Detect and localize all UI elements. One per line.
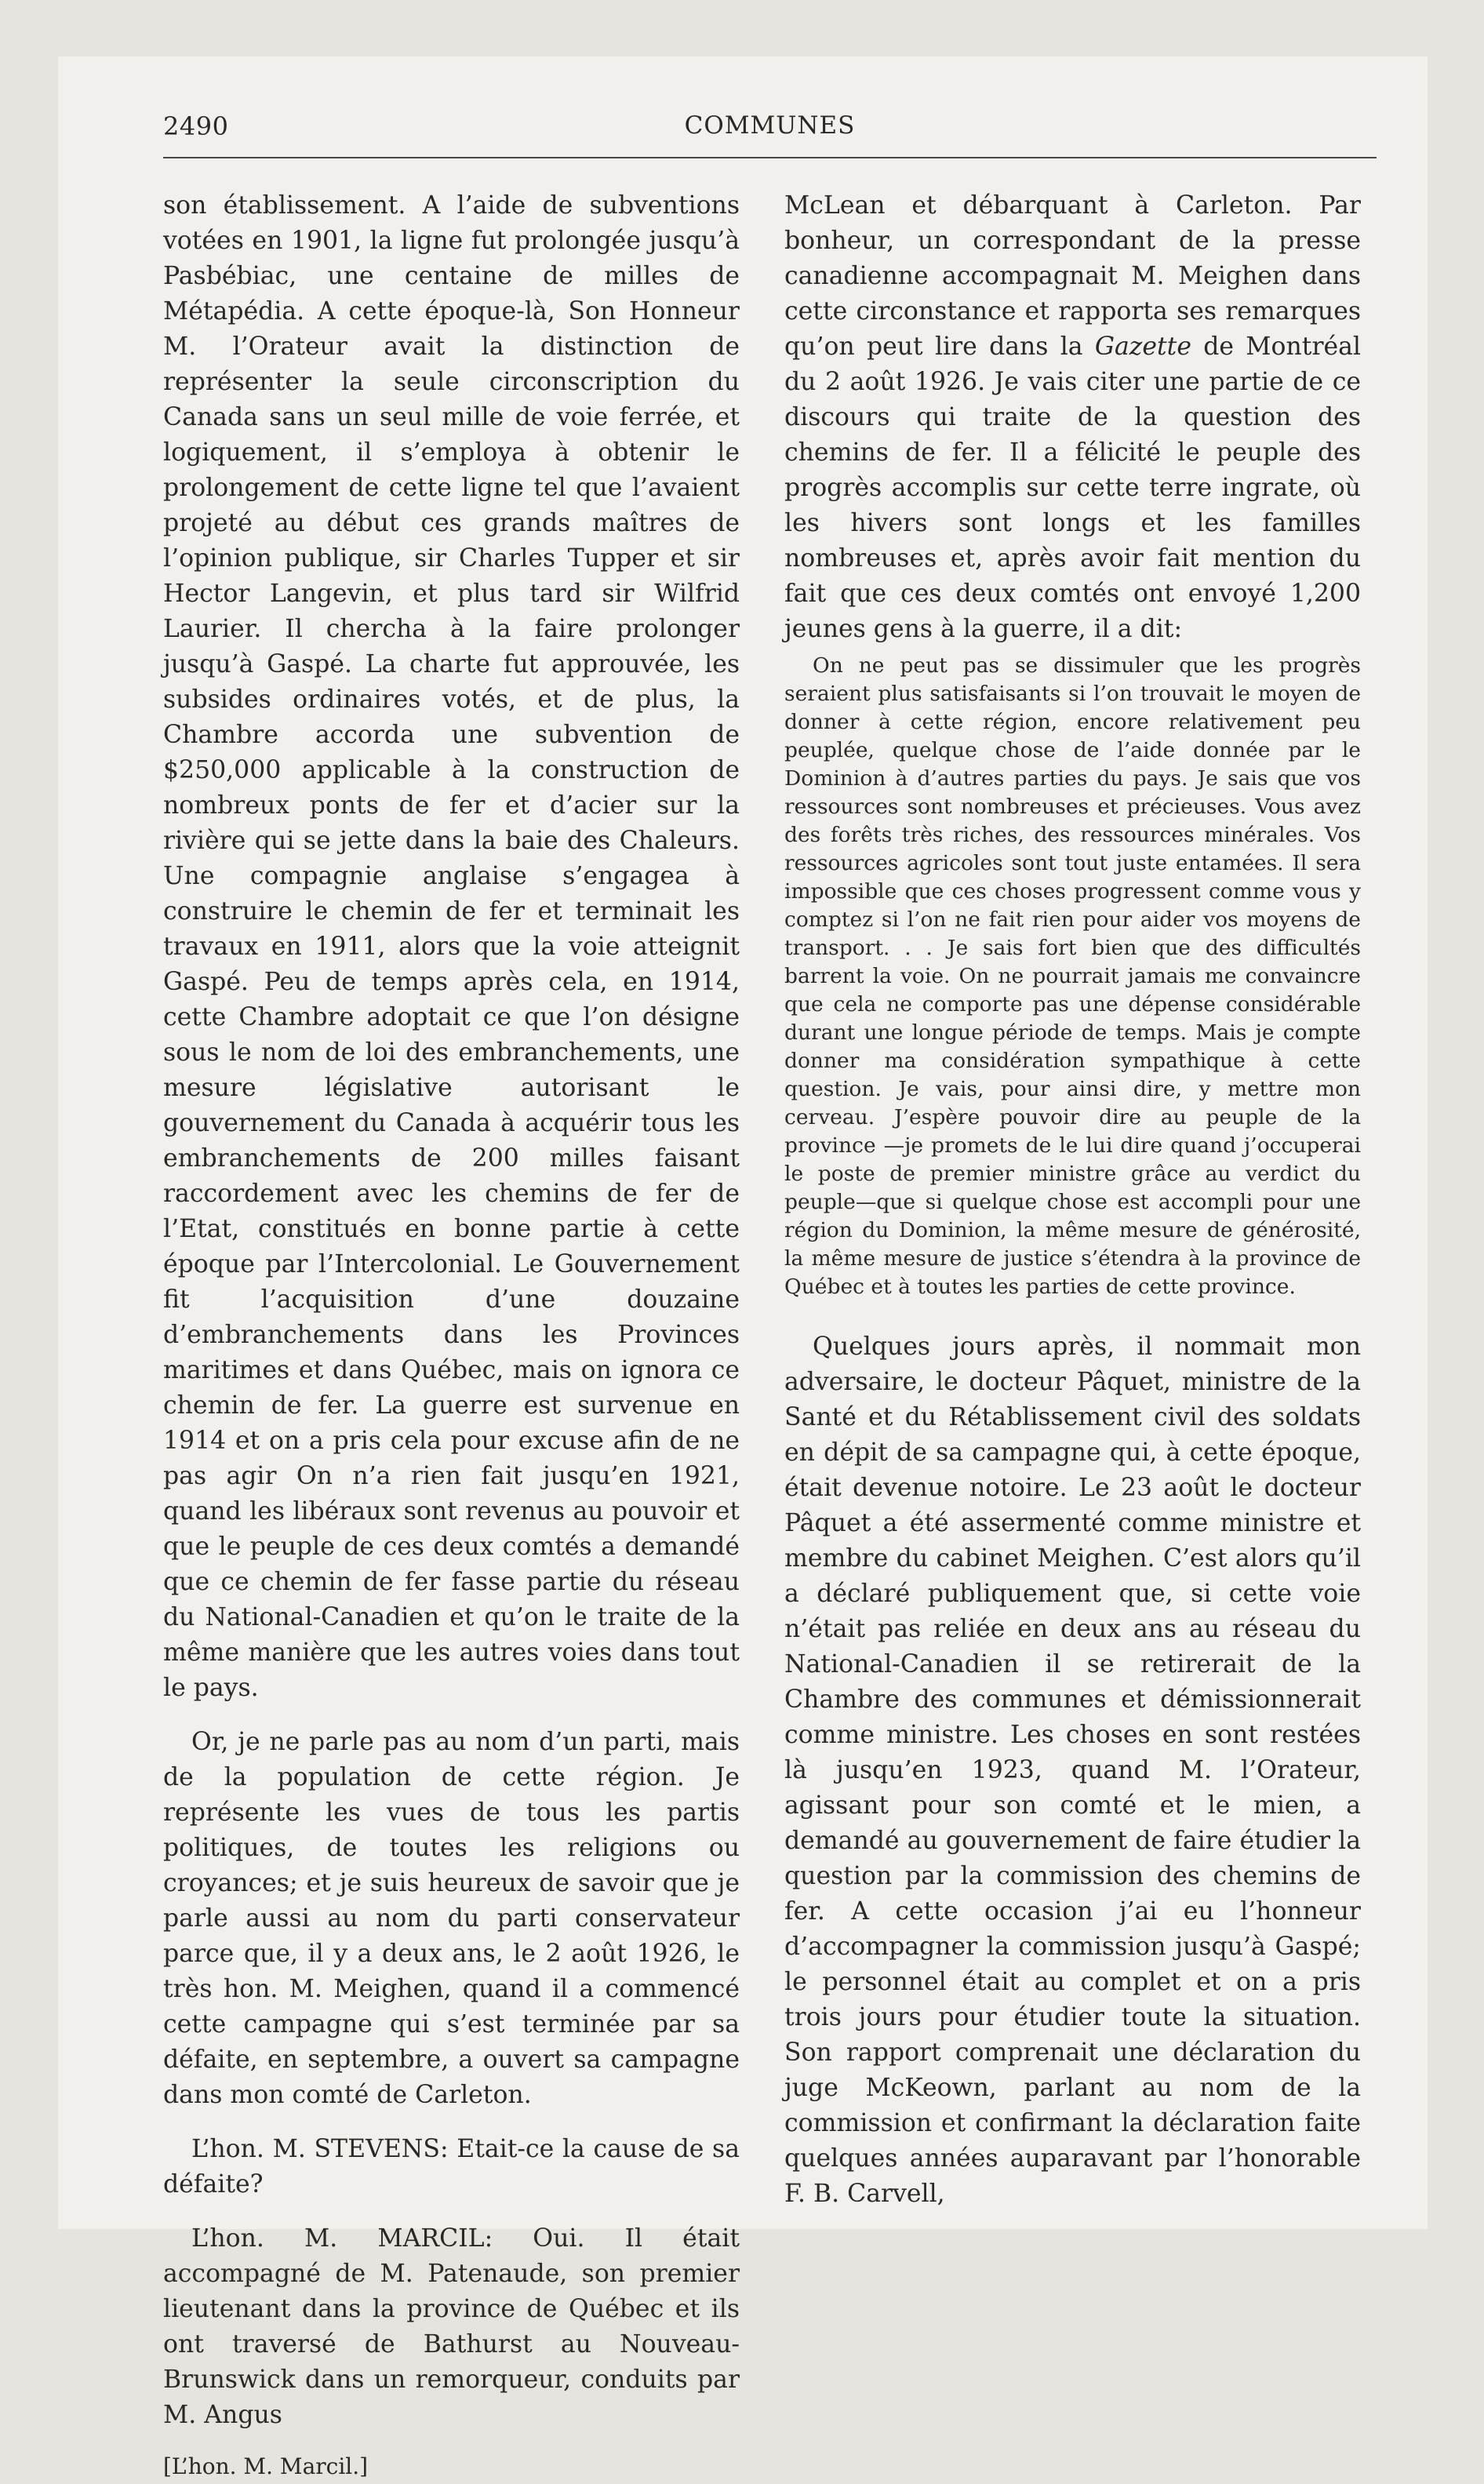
page-number: 2490 <box>163 111 229 141</box>
marcil-reply: L’hon. M. MARCIL: Oui. Il était accompagné de M. Patenaude, son premier lieutenant dans la province de Québec et ils ont traversé de Bathurst au Nouveau-Brunswick dans un remorqueur, conduits par M. Angus <box>163 2224 740 2429</box>
meighen-quote: On ne peut pas se dissimuler que les progrès seraient plus satisfaisants si l’on trouvait le moyen de donner à cette région, encore relativement peu peuplée, quelque chose de l’aide donnée par le Dominion à d’autres parties du pays. Je sais que vos ressources sont nombreuses et précieuses. Vous avez des forêts très riches, des ressources minérales. Vos ressources agricoles sont tout juste entamées. Il sera impossible que ces choses progressent comme vous y comptez si l’on ne fait rien pour aider vos moyens de transport. . . Je sais fort bien que des difficultés barrent la voie. On ne pourrait jamais me convaincre que cela ne comporte pas une dépense considérable durant une longue période de temps. Mais je compte donner ma considération sympathique à cette question. Je vais, pour ainsi dire, y mettre mon cerveau. J’espère pouvoir dire au peuple de la province —je promets de le lui dire quand j’occuperai le poste de premier ministre grâce au verdict du peuple—que si quelque chose est accompli pour une région du Dominion, la même mesure de générosité, la même mesure de justice s’étendra à la province de Québec et à toutes les parties de cette province. <box>784 653 1361 1299</box>
left-paragraph-2: Or, je ne parle pas au nom d’un parti, mais de la population de cette région. Je représente les vues de tous les partis politiques, de toutes les religions ou croyances; et je suis heureux de savoir que je parle aussi au nom du parti conservateur parce que, il y a deux ans, le 2 août 1926, le très hon. M. Meighen, quand il a commencé cette campagne qui s’est terminée par sa défaite, en septembre, a ouvert sa campagne dans mon comté de Carleton. <box>163 1728 740 2109</box>
stevens-interjection: L’hon. M. STEVENS: Etait-ce la cause de sa défaite? <box>163 2135 740 2199</box>
header-rule <box>163 157 1377 158</box>
right-paragraph-1-end: de Montréal du 2 août 1926. Je vais citer une partie de ce discours qui traite de la question des chemins de fer. Il a félicité le peuple des progrès accomplis sur cette terre ingrate, où les hivers sont longs et les familles nombreuses et, après avoir fait mention du fait que ces deux comtés ont envoyé 1,200 jeunes gens à la guerre, il a dit: <box>784 333 1361 643</box>
left-column <box>163 188 740 2484</box>
newspaper-name: Gazette <box>1094 333 1191 361</box>
right-paragraph-2: Quelques jours après, il nommait mon adversaire, le docteur Pâquet, ministre de la Santé et du Rétablissement civil des soldats en dépit de sa campagne qui, à cette époque, était devenue notoire. Le 23 août le docteur Pâquet a été assermenté comme ministre et membre du cabinet Meighen. C’est alors qu’il a déclaré publiquement que, si cette voie n’était pas reliée en deux ans au réseau du National-Canadien il se retirerait de la Chambre des communes et démissionnerait comme ministre. Les choses en sont restées là jusqu’en 1923, quand M. l’Orateur, agissant pour son comté et le mien, a demandé au gouvernement de faire étudier la question par la commission des chemins de fer. A cette occasion j’ai eu l’honneur d’accompagner la commission jusqu’à Gaspé; le personnel était au complet et on a pris trois jours pour étudier toute la situation. Son rapport comprenait une déclaration du juge McKeown, parlant au nom de la commission et confirmant la déclaration faite quelques années auparavant par l’honorable F. B. Carvell, <box>784 1333 1361 2208</box>
right-column <box>784 188 1361 2212</box>
running-head: COMMUNES <box>684 111 856 140</box>
page-header <box>163 111 1377 143</box>
speaker-footer: [L’hon. M. Marcil.] <box>163 2453 369 2479</box>
left-paragraph-1: son établissement. A l’aide de subventions votées en 1901, la ligne fut prolongée jusqu’à Pasbébiac, une centaine de milles de Métapédia. A cette époque-là, Son Honneur M. l’Orateur avait la distinction de représenter la seule circonscription du Canada sans un seul mille de voie ferrée, et logiquement, il s’employa à obtenir le prolongement de cette ligne tel que l’avaient projeté au début ces grands maîtres de l’opinion publique, sir Charles Tupper et sir Hector Langevin, et plus tard sir Wilfrid Laurier. Il chercha à la faire prolonger jusqu’à Gaspé. La charte fut approuvée, les subsides ordinaires votés, et de plus, la Chambre accorda une subvention de $250,000 applicable à la construction de nombreux ponts de fer et d’acier sur la rivière qui se jette dans la baie des Chaleurs. Une compagnie anglaise s’engagea à construire le chemin de fer et terminait les travaux en 1911, alors que la voie atteignit Gaspé. Peu de temps après cela, en 1914, cette Chambre adoptait ce que l’on désigne sous le nom de loi des embranchements, une mesure législative autorisant le gouvernement du Canada à acquérir tous les embranchements de 200 milles faisant raccordement avec les chemins de fer de l’Etat, constitués en bonne partie à cette époque par l’Intercolonial. Le Gouvernement fit l’acquisition d’une douzaine d’embranchements dans les Provinces maritimes et dans Québec, mais on ignora ce chemin de fer. La guerre est survenue en 1914 et on a pris cela pour excuse afin de ne pas agir On n’a rien fait jusqu’en 1921, quand les libéraux sont revenus au pouvoir et que le peuple de ces deux comtés a demandé que ce chemin de fer fasse partie du réseau du National-Canadien et qu’on le traite de la même manière que les autres voies dans tout le pays. <box>163 191 740 1702</box>
right-paragraph-1 <box>784 188 1361 647</box>
right-paragraph-1-start: McLean et débarquant à Carleton. Par bonheur, un correspondant de la presse canadienne accompagnait M. Meighen dans cette circonstance et rapporta ses remarques qu’on peut lire dans la <box>784 191 1361 361</box>
